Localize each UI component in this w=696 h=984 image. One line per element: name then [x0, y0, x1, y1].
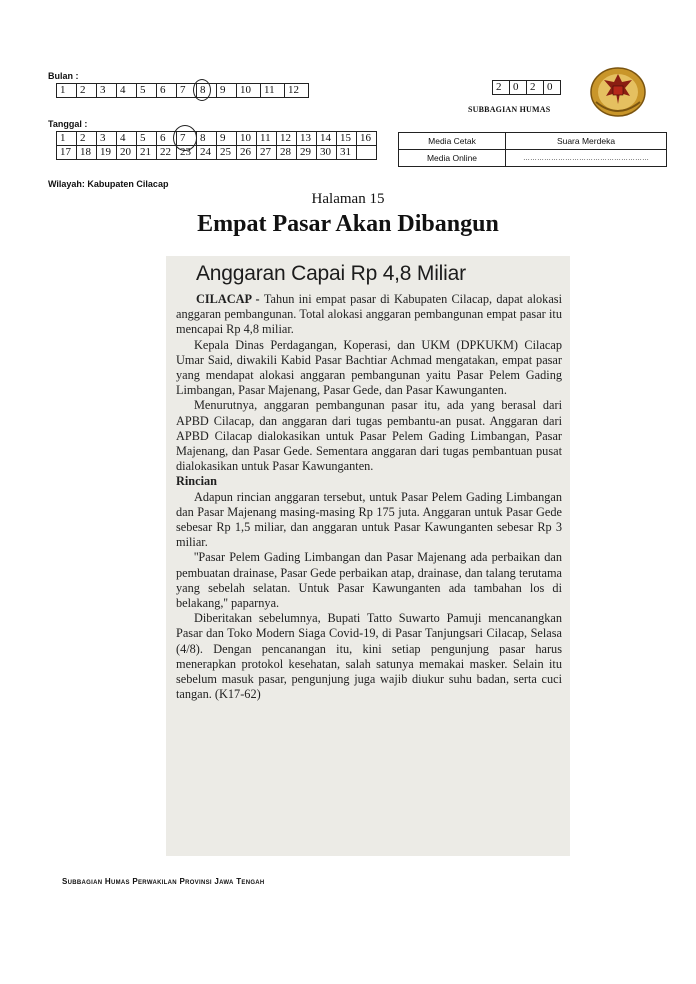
grid-cell: 24 [197, 146, 217, 160]
bulan-grid [56, 83, 309, 98]
grid-cell: 10 [237, 84, 261, 98]
grid-cell: 5 [137, 132, 157, 146]
grid-cell [357, 146, 377, 160]
tanggal-grid [56, 131, 377, 160]
garuda-emblem-icon [588, 62, 648, 118]
grid-cell: 30 [317, 146, 337, 160]
grid-cell: 5 [137, 84, 157, 98]
grid-cell: 14 [317, 132, 337, 146]
grid-cell: 19 [97, 146, 117, 160]
grid-cell: 8 [197, 132, 217, 146]
grid-cell: 1 [57, 84, 77, 98]
grid-cell: 9 [217, 84, 237, 98]
article-paragraph-4: Adapun rincian anggaran tersebut, untuk Pasar Pelem Gading Limbangan dan Pasar Majenang masing-masing Rp 175 juta. Anggaran untuk Pasar Gede sebesar Rp 1,5 miliar, dan anggaran untuk Pasar Kawunganten sebesar Rp 3 miliar. [176, 489, 562, 550]
media-online-value: ……………………………………………… [506, 150, 667, 167]
grid-cell: 3 [97, 84, 117, 98]
grid-cell: 7 [177, 132, 197, 146]
media-table [398, 132, 667, 167]
grid-cell: 17 [57, 146, 77, 160]
grid-cell: 2 [527, 81, 544, 95]
grid-cell: 7 [177, 84, 197, 98]
grid-cell: 16 [357, 132, 377, 146]
grid-cell: 20 [117, 146, 137, 160]
grid-cell: 9 [217, 132, 237, 146]
newspaper-clipping [166, 256, 570, 856]
year-grid [492, 80, 561, 95]
article-body [166, 292, 570, 702]
article-subhead: Rincian [176, 474, 217, 489]
grid-cell: 3 [97, 132, 117, 146]
footer-label: Subbagian Humas Perwakilan Provinsi Jawa Tengah [62, 877, 265, 886]
grid-cell: 6 [157, 132, 177, 146]
grid-cell: 21 [137, 146, 157, 160]
grid-cell: 2 [493, 81, 510, 95]
grid-cell: 6 [157, 84, 177, 98]
grid-cell: 27 [257, 146, 277, 160]
bulan-label: Bulan : [48, 71, 79, 81]
grid-cell: 29 [297, 146, 317, 160]
grid-cell: 18 [77, 146, 97, 160]
grid-cell: 11 [257, 132, 277, 146]
humas-label: SUBBAGIAN HUMAS [468, 105, 551, 114]
grid-cell: 12 [285, 84, 309, 98]
grid-cell: 23 [177, 146, 197, 160]
grid-cell: 2 [77, 84, 97, 98]
grid-cell: 28 [277, 146, 297, 160]
grid-cell: 15 [337, 132, 357, 146]
wilayah-label: Wilayah: Kabupaten Cilacap [48, 179, 169, 189]
page-title: Empat Pasar Akan Dibangun [197, 211, 499, 237]
tanggal-selected-circle [173, 125, 197, 151]
tanggal-label: Tanggal : [48, 119, 88, 129]
grid-cell: 8 [197, 84, 217, 98]
grid-cell: 13 [297, 132, 317, 146]
grid-cell: 4 [117, 84, 137, 98]
media-online-label: Media Online [399, 150, 506, 167]
media-cetak-value: Suara Merdeka [506, 133, 667, 150]
halaman-label: Halaman 15 [311, 191, 385, 207]
grid-cell: 4 [117, 132, 137, 146]
article-headline: Anggaran Capai Rp 4,8 Miliar [196, 262, 466, 285]
article-paragraph-5: ''Pasar Pelem Gading Limbangan dan Pasar Majenang ada perbaikan dan pembuatan drainase, Pasar Gede perbaikan atap, drainase, dan talang terutama yang sebelah selatan. Untuk Pasar Kawunganten ada tambahan los di belakang,'' paparnya. [176, 550, 562, 611]
grid-cell: 0 [544, 81, 561, 95]
article-paragraph-6: Diberitakan sebelumnya, Bupati Tatto Suwarto Pamuji mencanangkan Pasar dan Toko Modern Siaga Covid-19, di Pasar Tanjungsari Cilacap, Selasa (4/8). Dengan pencanangan itu, kini setiap pengunjung pasar harus menerapkan protokol kesehatan, salah satunya memakai masker. Selain itu sebelum masuk pasar, pengunjung juga wajib diukur suhu badan, serta cuci tangan. (K17-62) [176, 611, 562, 702]
grid-cell: 31 [337, 146, 357, 160]
article-lead-text: Tahun ini empat pasar di Kabupaten Cilacap, dapat alokasi anggaran pembangunan. Total alokasi anggaran pembangunan empat pasar itu mencapai Rp 4,8 miliar. [176, 292, 562, 337]
article-paragraph-3: Menurutnya, anggaran pembangunan pasar itu, ada yang berasal dari APBD Cilacap, dan anggaran dari tugas pembantu-an pusat. Anggaran dari APBD Cilacap dialokasikan untuk Pasar Pelem Gading Limbangan, Pasar Majenang, dan Pasar Gede. Sementara anggaran dari tugas pembantuan pusat dialokasikan untuk Pasar Kawunganten. [176, 398, 562, 474]
grid-cell: 10 [237, 132, 257, 146]
grid-cell: 26 [237, 146, 257, 160]
article-paragraph-2: Kepala Dinas Perdagangan, Koperasi, dan UKM (DPKUKM) Cilacap Umar Said, diwakili Kabid Pasar Bachtiar Achmad mengatakan, empat pasar yang mendapat alokasi anggaran pembangunan yaitu Pasar Pelem Gading Limbangan, Pasar Majenang, Pasar Gede, dan Pasar Kawunganten. [176, 337, 562, 398]
grid-cell: 0 [510, 81, 527, 95]
grid-cell: 1 [57, 132, 77, 146]
grid-cell: 25 [217, 146, 237, 160]
article-lead [176, 292, 562, 338]
bulan-selected-circle [193, 79, 211, 101]
grid-cell: 11 [261, 84, 285, 98]
grid-cell: 2 [77, 132, 97, 146]
grid-cell: 12 [277, 132, 297, 146]
grid-cell: 22 [157, 146, 177, 160]
article-lead-dateline: CILACAP - [196, 292, 264, 306]
media-cetak-label: Media Cetak [399, 133, 506, 150]
